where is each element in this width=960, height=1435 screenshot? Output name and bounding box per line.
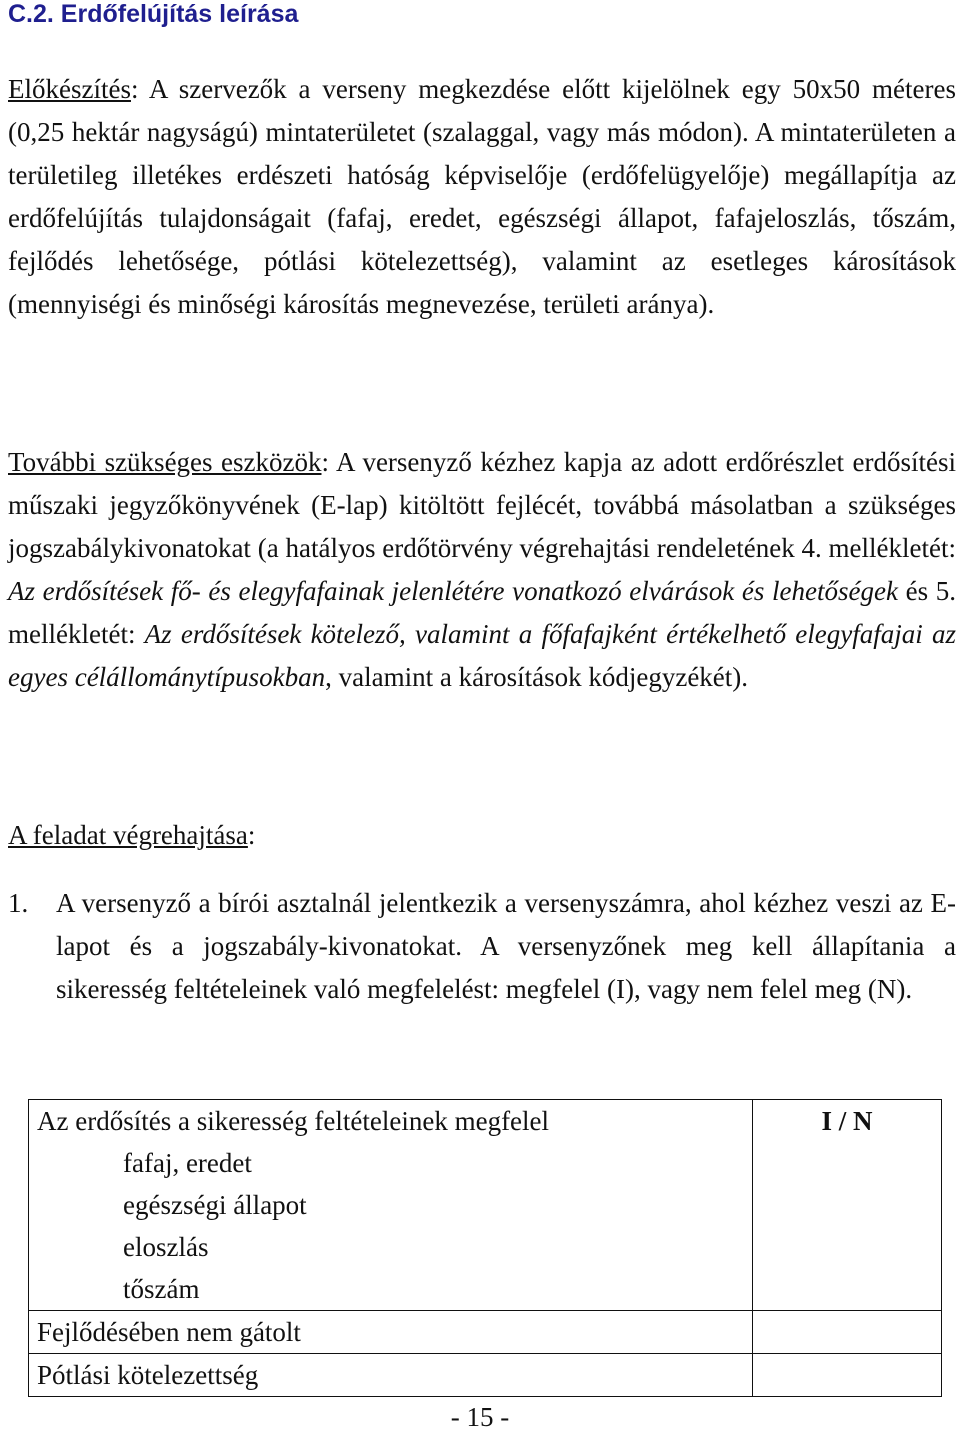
table-cell-label: Pótlási kötelezettség [29, 1354, 753, 1397]
annex-4-title: Az erdősítések fő- és elegyfafainak jelenlétére vonatkozó elvárások és lehetőségek [8, 576, 898, 606]
step-1 [8, 882, 956, 1054]
tools-text-1: : A versenyző kézhez kapja az adott erdőrészlet erdősítési műszaki jegyzőkönyvének (E-lap) kitöltött fejlécét, továbbá másolatban a szükséges jogszabálykivonatokat (a hatályos erdőtörvény végrehajtási rendeletének 4. mellékletét: [8, 447, 956, 563]
preparation-label: Előkészítés [8, 74, 131, 104]
criteria-sub-item: fafaj, eredet [123, 1148, 252, 1178]
tools-paragraph [8, 441, 956, 699]
table-cell-label: Fejlődésében nem gátolt [29, 1311, 753, 1354]
table-row [29, 1100, 942, 1311]
preparation-text: : A szervezők a verseny megkezdése előtt kijelölnek egy 50x50 méteres (0,25 hektár nagyságú) mintaterületet (szalaggal, vagy más módon). A mintaterületen a területileg illetékes erdészeti hatóság képviselője (erdőfelügyelője) megállapítja az erdőfelújítás tulajdonságait (fafaj, eredet, egészségi állapot, fafajeloszlás, tőszám, fejlődés lehetősége, pótlási kötelezettség), valamint az esetleges károsítások (mennyiségi és minőségi károsítás megnevezése, területi aránya). [8, 74, 956, 319]
table-cell-value [753, 1311, 942, 1354]
preparation-paragraph [8, 68, 956, 326]
criteria-sub-item: tőszám [123, 1274, 200, 1304]
table-row [29, 1311, 942, 1354]
table-cell-criteria [29, 1100, 753, 1311]
tools-text-3: , valamint a károsítások kódjegyzékét). [325, 662, 749, 692]
annex-5-title: Az erdősítések kötelező, valamint a főfafajként értékelhető elegyfafajai az egyes célállománytípusokban [8, 619, 956, 692]
table-cell-value [753, 1354, 942, 1397]
task-heading [8, 814, 956, 857]
task-label: A feladat végrehajtása [8, 820, 248, 850]
checklist-table [28, 1099, 942, 1397]
table-header-criteria: Az erdősítés a sikeresség feltételeinek megfelel [37, 1106, 550, 1136]
criteria-sub-item: egészségi állapot [123, 1190, 307, 1220]
step-number: 1. [8, 888, 29, 918]
step-text: A versenyző a bírói asztalnál jelentkezik a versenyszámra, ahol kézhez veszi az E-lapot és a jogszabály-kivonatokat. A versenyzőnek meg kell állapítania a sikeresség feltételeinek való megfelelést: megfelel (I), vagy nem felel meg (N). [56, 888, 956, 1004]
tools-label: További szükséges eszközök [8, 447, 322, 477]
tools-text-2: és 5. mellékletét: [8, 576, 956, 649]
criteria-sub-item: eloszlás [123, 1232, 209, 1262]
table-header-in: I / N [753, 1100, 942, 1311]
table-row [29, 1354, 942, 1397]
section-heading: C.2. Erdőfelújítás leírása [8, 0, 299, 28]
page-number: - 15 - [450, 1402, 510, 1432]
task-suffix: : [247, 820, 256, 850]
